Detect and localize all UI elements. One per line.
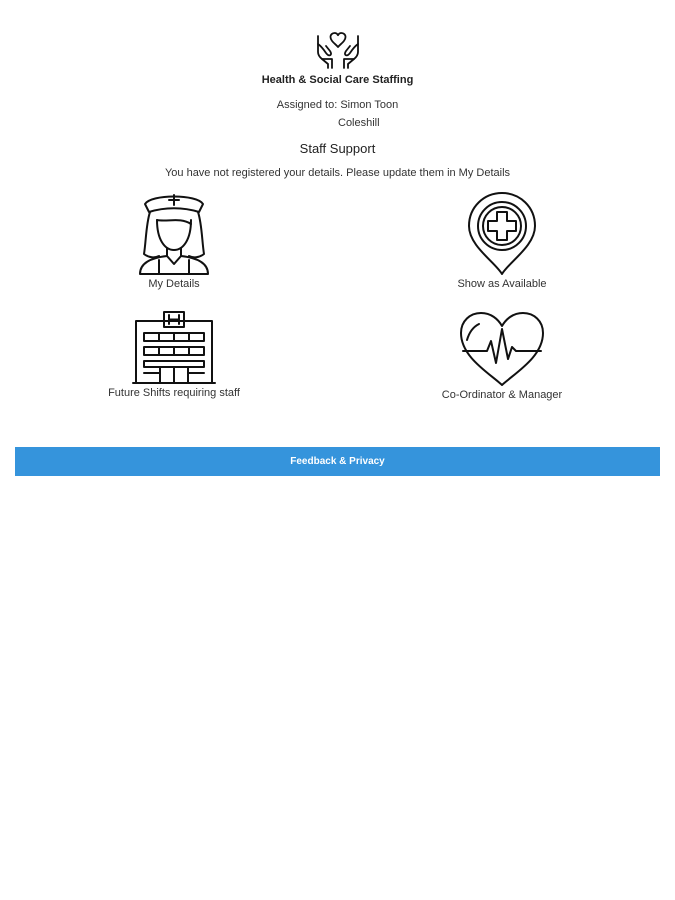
future-shifts-button[interactable] bbox=[94, 311, 254, 399]
caring-hands-heart-icon bbox=[315, 30, 361, 70]
assigned-to-text: Assigned to: Simon Toon bbox=[276, 99, 399, 111]
coordinator-manager-button[interactable] bbox=[422, 311, 582, 401]
feedback-privacy-button[interactable]: Feedback & Privacy bbox=[15, 447, 660, 476]
coordinator-manager-label: Co-Ordinator & Manager bbox=[441, 389, 563, 401]
app-header bbox=[0, 30, 675, 70]
hospital-building-icon bbox=[132, 311, 216, 385]
medical-location-pin-icon bbox=[465, 190, 539, 276]
nurse-icon bbox=[137, 190, 211, 276]
my-details-label: My Details bbox=[148, 278, 200, 290]
future-shifts-label: Future Shifts requiring staff bbox=[108, 387, 240, 399]
section-title: Staff Support bbox=[299, 141, 376, 156]
heartbeat-icon bbox=[459, 311, 545, 387]
app-title: Health & Social Care Staffing bbox=[261, 74, 414, 86]
registration-notice: You have not registered your details. Please update them in My Details bbox=[164, 167, 511, 179]
my-details-button[interactable] bbox=[104, 190, 244, 290]
location-text: Coleshill bbox=[338, 117, 380, 129]
show-as-available-label: Show as Available bbox=[457, 278, 547, 290]
show-as-available-button[interactable] bbox=[432, 190, 572, 290]
